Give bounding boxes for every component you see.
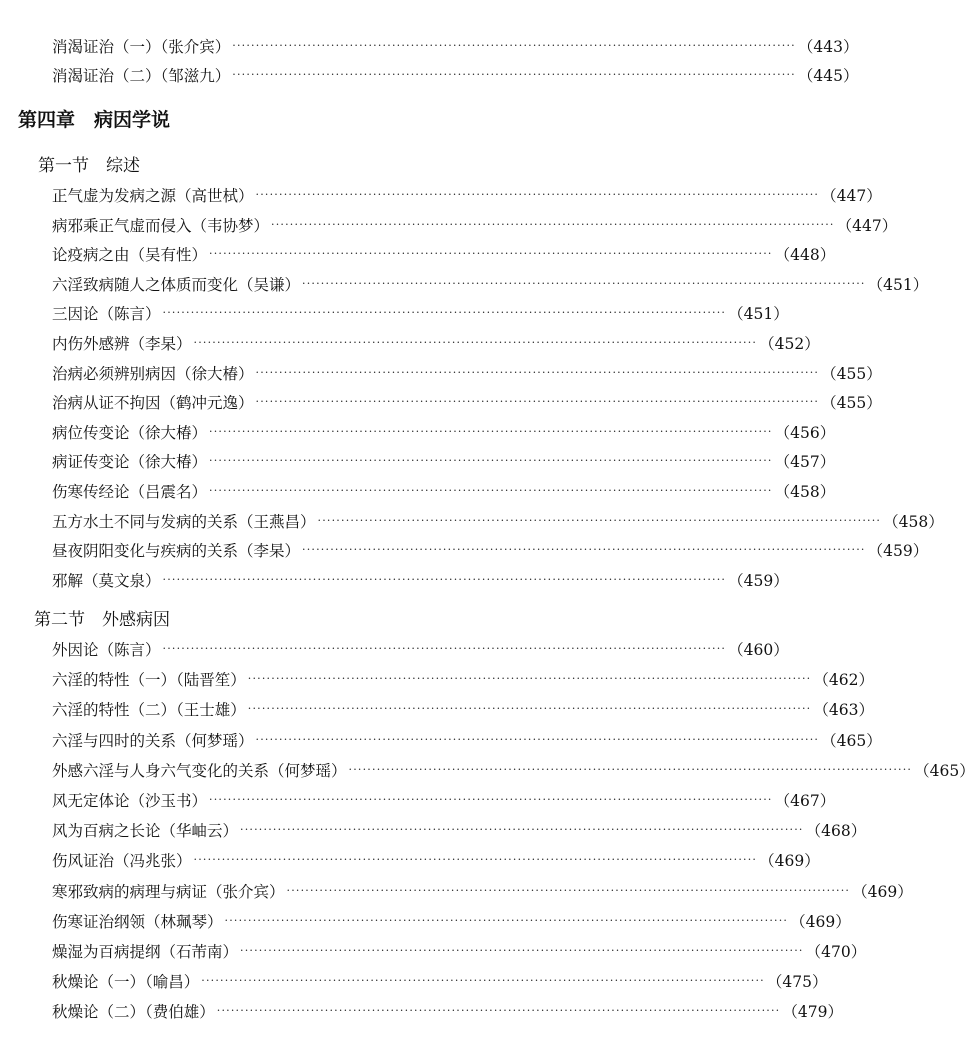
section-heading: 第一节 综述 xyxy=(38,156,140,176)
entry-title: 正气虚为发病之源（高世栻） xyxy=(52,187,254,205)
entry-page-number: （462） xyxy=(813,671,874,689)
entry-page-number: （451） xyxy=(728,305,789,323)
entry-page-number: （460） xyxy=(728,641,789,659)
toc-entry xyxy=(52,60,859,86)
entry-title: 六淫的特性（一）（陆晋笙） xyxy=(52,671,246,689)
entry-title: 外感六淫与人身六气变化的关系（何梦瑶） xyxy=(52,762,347,780)
toc-entry xyxy=(52,755,975,781)
toc-entry xyxy=(52,996,843,1022)
entry-page-number: （458） xyxy=(883,513,944,531)
dot-leader: ························································································································ xyxy=(162,573,727,586)
entry-page-number: （448） xyxy=(774,246,836,264)
toc-entry xyxy=(52,239,836,265)
entry-page-number: （451） xyxy=(867,276,929,294)
entry-page-number: （465） xyxy=(914,762,975,780)
entry-title: 秋燥论（二）（费伯雄） xyxy=(52,1003,215,1021)
dot-leader: ························································································································ xyxy=(255,395,820,408)
entry-title: 三因论（陈言） xyxy=(52,305,161,323)
toc-entry xyxy=(52,936,867,962)
entry-page-number: （469） xyxy=(790,913,851,931)
entry-page-number: （459） xyxy=(867,542,929,560)
chapter-heading: 第四章 病因学说 xyxy=(18,109,171,131)
entry-title: 病位传变论（徐大椿） xyxy=(52,424,208,442)
toc-entry xyxy=(52,298,789,324)
dot-leader: ························································································································ xyxy=(216,1004,781,1017)
dot-leader: ························································································································ xyxy=(162,642,727,655)
toc-entry xyxy=(52,31,859,57)
entry-page-number: （445） xyxy=(797,67,859,85)
toc-entry xyxy=(52,358,882,384)
dot-leader: ························································································································ xyxy=(247,702,812,715)
dot-leader: ························································································································ xyxy=(201,974,765,987)
dot-leader: ························································································································ xyxy=(193,853,758,866)
dot-leader: ························································································································ xyxy=(255,188,820,201)
entry-title: 伤寒证治纲领（林珮琴） xyxy=(52,913,223,931)
dot-leader: ························································································································ xyxy=(240,823,804,836)
entry-title: 寒邪致病的病理与病证（张介宾） xyxy=(52,883,285,901)
toc-entry xyxy=(52,876,913,902)
toc-entry xyxy=(52,785,836,811)
entry-title: 伤风证治（冯兆张） xyxy=(52,852,192,870)
entry-page-number: （469） xyxy=(852,883,913,901)
dot-leader: ························································································································ xyxy=(209,793,773,806)
entry-page-number: （468） xyxy=(805,822,867,840)
dot-leader: ························································································································ xyxy=(240,944,804,957)
toc-entry xyxy=(52,634,789,660)
entry-title: 六淫的特性（二）（王士雄） xyxy=(52,701,246,719)
toc-entry xyxy=(52,446,836,472)
toc-entry xyxy=(52,845,820,871)
entry-title: 外因论（陈言） xyxy=(52,641,161,659)
entry-title: 治病必须辨别病因（徐大椿） xyxy=(52,365,254,383)
toc-entry xyxy=(52,535,929,561)
dot-leader: ························································································································ xyxy=(232,39,796,52)
entry-page-number: （452） xyxy=(759,335,820,353)
dot-leader: ························································································································ xyxy=(255,733,820,746)
entry-title: 论疫病之由（吴有性） xyxy=(52,246,208,264)
entry-title: 消渴证治（二）（邹滋九） xyxy=(52,67,231,85)
dot-leader: ························································································································ xyxy=(224,914,789,927)
dot-leader: ························································································································ xyxy=(209,484,773,497)
entry-page-number: （470） xyxy=(805,943,867,961)
dot-leader: ························································································································ xyxy=(271,218,835,231)
entry-title: 燥湿为百病提纲（石芾南） xyxy=(52,943,239,961)
dot-leader: ························································································································ xyxy=(247,672,812,685)
toc-entry xyxy=(52,694,874,720)
section-heading: 第二节 外感病因 xyxy=(34,610,170,630)
toc-entry xyxy=(52,417,836,443)
entry-page-number: （463） xyxy=(813,701,874,719)
dot-leader: ························································································································ xyxy=(255,366,820,379)
entry-page-number: （465） xyxy=(821,732,882,750)
entry-page-number: （457） xyxy=(774,453,836,471)
entry-page-number: （475） xyxy=(766,973,828,991)
dot-leader: ························································································································ xyxy=(286,884,851,897)
entry-page-number: （455） xyxy=(821,394,882,412)
entry-title: 伤寒传经论（吕震名） xyxy=(52,483,208,501)
dot-leader: ························································································································ xyxy=(193,336,758,349)
entry-page-number: （458） xyxy=(774,483,836,501)
entry-page-number: （447） xyxy=(836,217,898,235)
toc-entry xyxy=(52,506,944,532)
entry-title: 六淫与四时的关系（何梦瑶） xyxy=(52,732,254,750)
entry-page-number: （456） xyxy=(774,424,836,442)
toc-entry xyxy=(52,906,851,932)
entry-title: 邪解（莫文泉） xyxy=(52,572,161,590)
entry-title: 秋燥论（一）（喻昌） xyxy=(52,973,200,991)
toc-entry xyxy=(52,966,828,992)
entry-page-number: （447） xyxy=(821,187,882,205)
dot-leader: ························································································································ xyxy=(209,454,773,467)
dot-leader: ························································································································ xyxy=(209,425,773,438)
entry-page-number: （443） xyxy=(797,38,859,56)
entry-title: 内伤外感辨（李杲） xyxy=(52,335,192,353)
entry-page-number: （459） xyxy=(728,572,789,590)
entry-page-number: （469） xyxy=(759,852,820,870)
dot-leader: ························································································································ xyxy=(302,277,866,290)
toc-entry xyxy=(52,180,882,206)
entry-title: 风为百病之长论（华岫云） xyxy=(52,822,239,840)
dot-leader: ························································································································ xyxy=(162,306,727,319)
entry-title: 治病从证不拘因（鹤冲元逸） xyxy=(52,394,254,412)
entry-title: 五方水土不同与发病的关系（王燕昌） xyxy=(52,513,316,531)
dot-leader: ························································································································ xyxy=(302,543,866,556)
toc-entry xyxy=(52,269,929,295)
toc-entry xyxy=(52,328,820,354)
entry-title: 风无定体论（沙玉书） xyxy=(52,792,208,810)
dot-leader: ························································································································ xyxy=(348,763,913,776)
toc-entry xyxy=(52,815,867,841)
toc-entry xyxy=(52,725,882,751)
entry-title: 消渴证治（一）（张介宾） xyxy=(52,38,231,56)
dot-leader: ························································································································ xyxy=(209,247,773,260)
entry-page-number: （479） xyxy=(782,1003,843,1021)
entry-page-number: （467） xyxy=(774,792,836,810)
toc-entry xyxy=(52,387,882,413)
entry-title: 昼夜阴阳变化与疾病的关系（李杲） xyxy=(52,542,301,560)
entry-title: 病邪乘正气虚而侵入（韦协梦） xyxy=(52,217,270,235)
toc-entry xyxy=(52,565,789,591)
entry-page-number: （455） xyxy=(821,365,882,383)
dot-leader: ························································································································ xyxy=(232,68,796,81)
toc-entry xyxy=(52,210,898,236)
toc-entry xyxy=(52,476,836,502)
entry-title: 六淫致病随人之体质而变化（吴谦） xyxy=(52,276,301,294)
dot-leader: ························································································································ xyxy=(317,514,882,527)
toc-entry xyxy=(52,664,874,690)
entry-title: 病证传变论（徐大椿） xyxy=(52,453,208,471)
